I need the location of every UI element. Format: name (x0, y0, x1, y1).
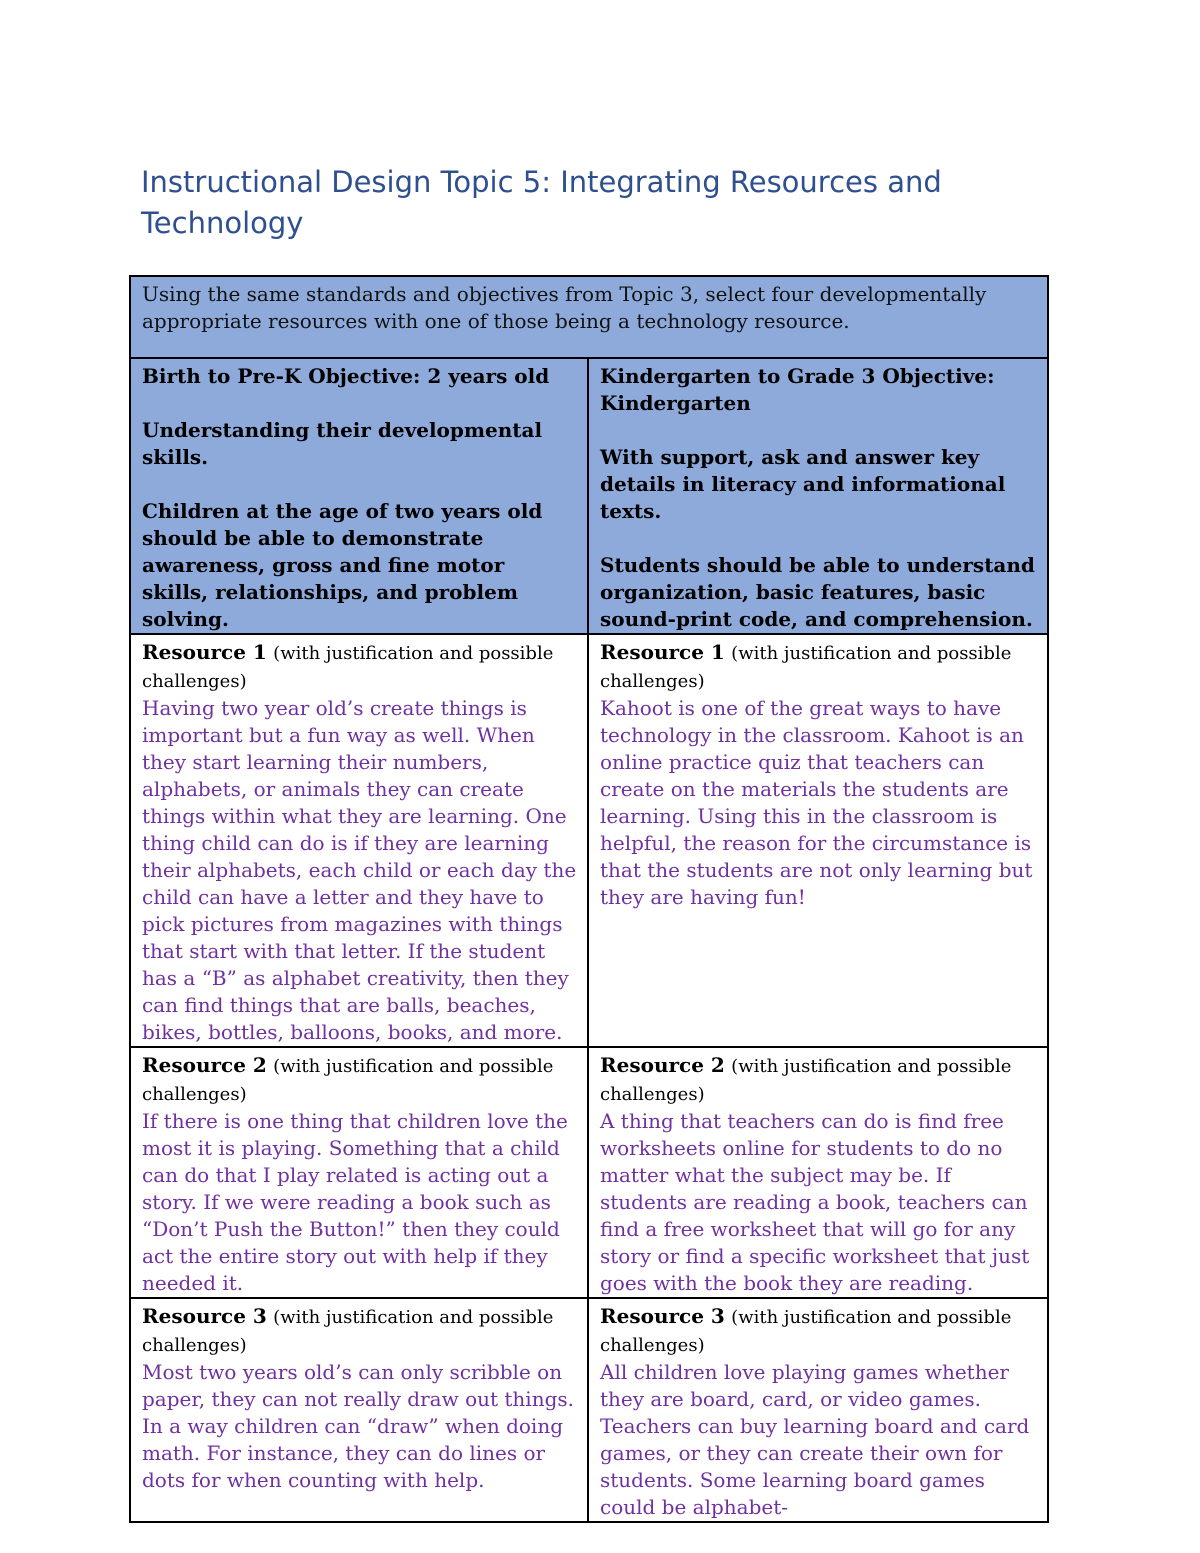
right-resource-3-cell (588, 1298, 1048, 1522)
resource-note: (with justification and possible challenges) (600, 1307, 1012, 1356)
left-resource-2-cell (130, 1047, 588, 1298)
resource-note: (with justification and possible challenges) (142, 1056, 554, 1105)
instructions-cell (130, 276, 1048, 358)
right-objective-heading: Kindergarten to Grade 3 Objective: Kindergarten (600, 364, 995, 415)
resource-text: A thing that teachers can do is find free worksheets online for students to do no matter what the subject may be. If students are reading a book, teachers can find a free worksheet that will go for any story or find a specific worksheet that just goes with the book they are reading. (600, 1109, 1030, 1295)
resource-label: Resource 3 (142, 1304, 267, 1328)
left-resource-1-cell (130, 634, 588, 1047)
right-resource-1-cell (588, 634, 1048, 1047)
resource-label: Resource 2 (142, 1053, 267, 1077)
resource-text: Kahoot is one of the great ways to have technology in the classroom. Kahoot is an online practice quiz that teachers can create on the materials the students are learning. Using this in the classroom is helpful, the reason for the circumstance is that the students are not only learning but they are having fun! (600, 696, 1033, 909)
page-title: Instructional Design Topic 5: Integrating Resources and Technology (141, 165, 942, 240)
resource-note: (with justification and possible challenges) (600, 643, 1012, 692)
resource-label: Resource 3 (600, 1304, 725, 1328)
resource-note: (with justification and possible challenges) (600, 1056, 1012, 1105)
left-objective-heading: Birth to Pre-K Objective: 2 years old (142, 364, 550, 388)
resource-note: (with justification and possible challenges) (142, 1307, 554, 1356)
resource-text: Most two years old’s can only scribble on paper, they can not really draw out things. In a way children can “draw” when doing math. For instance, they can do lines or dots for when counting with help. (142, 1360, 575, 1492)
resource-text: Having two year old’s create things is important but a fun way as well. When they start learning their numbers, alphabets, or animals they can create things within what they are learning. One thing child can do is if they are learning their alphabets, each child or each day the child can have a letter and they have to pick pictures from magazines with things that start with that letter. If the student has a “B” as alphabet creativity, then they can find things that are balls, beaches, bikes, bottles, balloons, books, and more. (142, 696, 577, 1044)
resource-label: Resource 1 (600, 640, 725, 664)
left-resource-3-cell (130, 1298, 588, 1522)
resource-label: Resource 1 (142, 640, 267, 664)
resource-text: All children love playing games whether they are board, card, or video games. Teachers can buy learning board and card games, or they can create their own for students. Some learning board games could be alphabet- (600, 1360, 1030, 1519)
right-objective-standard: With support, ask and answer key details in literacy and informational texts. (600, 445, 1006, 523)
resource-label: Resource 2 (600, 1053, 725, 1077)
left-objective-cell (130, 358, 588, 634)
right-objective-cell (588, 358, 1048, 634)
left-objective-standard: Understanding their developmental skills. (142, 418, 543, 469)
resource-text: If there is one thing that children love the most it is playing. Something that a child can do that I play related is acting out a story. If we were reading a book such as “Don’t Push the Button!” then they could act the entire story out with help if they needed it. (142, 1109, 568, 1295)
resource-table (129, 275, 1049, 1523)
left-objective-description: Children at the age of two years old should be able to demonstrate awareness, gross and fine motor skills, relationships, and problem solving. (142, 499, 543, 631)
instructions-text: Using the same standards and objectives from Topic 3, select four developmentally appropriate resources with one of those being a technology resource. (142, 282, 987, 333)
right-resource-2-cell (588, 1047, 1048, 1298)
right-objective-description: Students should be able to understand organization, basic features, basic sound-print code, and comprehension. (600, 553, 1035, 631)
resource-note: (with justification and possible challenges) (142, 643, 554, 692)
